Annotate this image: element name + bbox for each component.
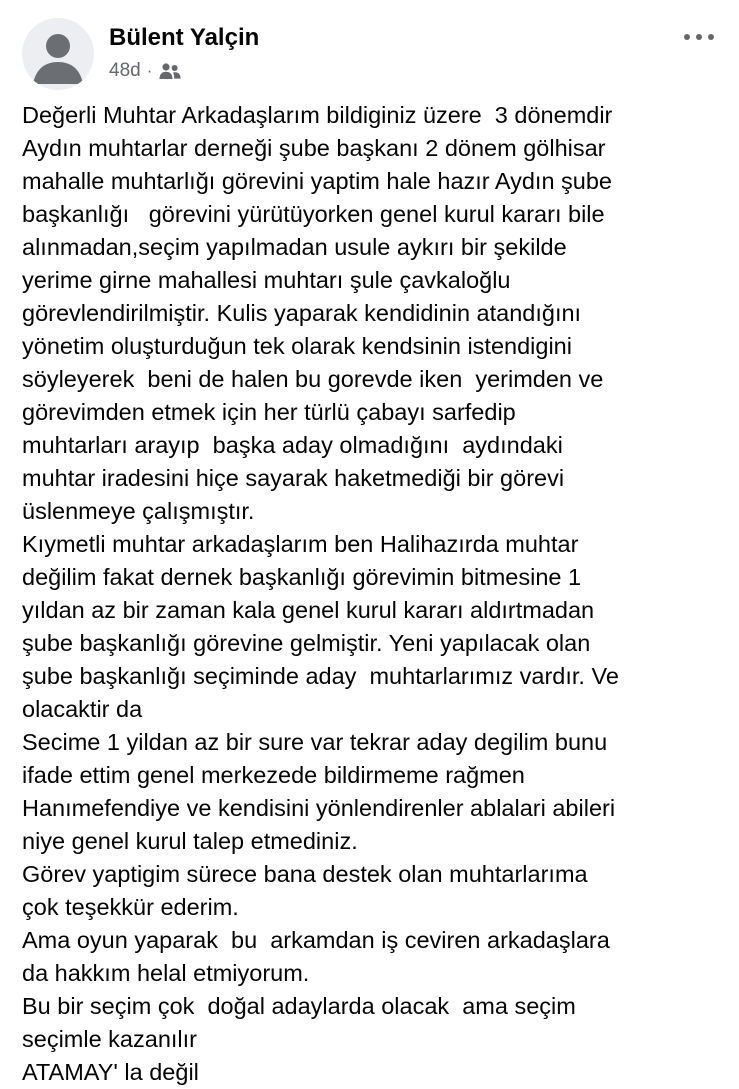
meta-separator: ·	[146, 61, 153, 80]
post-text-line: Hanımefendiye ve kendisini yönlendirenler ablalari abileri	[22, 795, 616, 821]
post-text-line: da hakkım helal etmiyorum.	[22, 960, 310, 986]
post-text-line: başkanlığı görevini yürütüyorken genel kurul kararı bile	[22, 201, 605, 227]
post-text-line: yıldan az bir zaman kala genel kurul kararı aldırtmadan	[22, 597, 595, 623]
post-text-line: Secime 1 yildan az bir sure var tekrar aday degilim bunu	[22, 729, 608, 755]
post-text-line: ifade ettim genel merkezede bildirmeme rağmen	[22, 762, 525, 788]
post-timestamp[interactable]: 48d	[109, 60, 141, 81]
post-text-line: Aydın muhtarlar derneği şube başkanı 2 dönem gölhisar	[22, 135, 606, 161]
post-text-line: olacaktir da	[22, 696, 143, 722]
post-text-line: değilim fakat dernek başkanlığı görevimin bitmesine 1	[22, 564, 582, 590]
post-text-line: niye genel kurul talep etmediniz.	[22, 828, 358, 854]
avatar[interactable]	[22, 18, 94, 90]
post-text	[22, 99, 727, 1089]
post-text-line: şube başkanlığı seçiminde aday muhtarlarımız vardır. Ve	[22, 663, 619, 689]
post-text-line: Değerli Muhtar Arkadaşlarım bildiginiz üzere 3 dönemdir	[22, 102, 613, 128]
post-text-line: çok teşekkür ederim.	[22, 894, 239, 920]
post-text-line: görevlendirilmiştir. Kulis yaparak kendidinin atandığını	[22, 300, 582, 326]
more-options-icon	[683, 33, 715, 41]
post-text-line: şube başkanlığı görevine gelmiştir. Yeni yapılacak olan	[22, 630, 591, 656]
post-text-line: Ama oyun yaparak bu arkamdan iş ceviren arkadaşlara	[22, 927, 610, 953]
post-header	[22, 18, 719, 90]
post-text-line: Görev yaptigim sürece bana destek olan muhtarlarıma	[22, 861, 588, 887]
friends-icon[interactable]	[158, 62, 182, 80]
post-text-line: söyleyerek beni de halen bu gorevde iken yerimden ve	[22, 366, 604, 392]
post-text-line: muhtarları arayıp başka aday olmadığını aydındaki	[22, 432, 563, 458]
post-text-line: yerime girne mahallesi muhtarı şule çavkaloğlu	[22, 267, 511, 293]
post-text-line: ATAMAY' la değil	[22, 1059, 199, 1085]
post-text-line: üslenmeye çalışmıştır.	[22, 498, 255, 524]
post-text-line: Bu bir seçim çok doğal adaylarda olacak ama seçim	[22, 993, 576, 1019]
post-text-line: Kıymetli muhtar arkadaşlarım ben Halihazırda muhtar	[22, 531, 579, 557]
author-name[interactable]: Bülent Yalçin	[109, 24, 260, 51]
post-text-line: mahalle muhtarlığı görevini yaptim hale hazır Aydın şube	[22, 168, 613, 194]
post-text-line: seçimle kazanılır	[22, 1026, 197, 1052]
post-text-line: görevimden etmek için her türlü çabayı sarfedip	[22, 399, 516, 425]
more-options-button[interactable]	[679, 22, 719, 52]
post-meta	[109, 59, 182, 83]
post-text-line: muhtar iradesini hiçe sayarak haketmediği bir görevi	[22, 465, 565, 491]
post-text-line: yönetim oluşturduğun tek olarak kendsinin istendigini	[22, 333, 572, 359]
post-text-line: alınmadan,seçim yapılmadan usule aykırı bir şekilde	[22, 234, 567, 260]
default-profile-icon	[22, 18, 94, 90]
